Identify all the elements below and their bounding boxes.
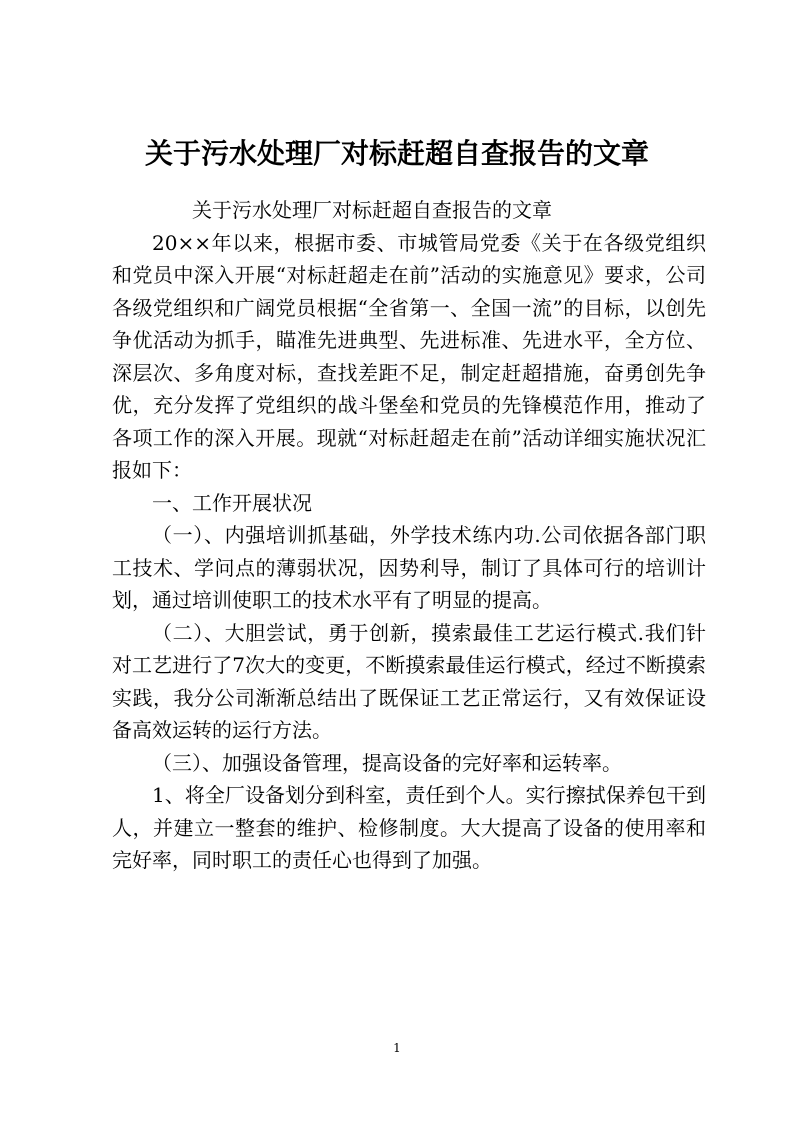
paragraph-training: （一）、内强培训抓基础，外学技术练内功.公司依据各部门职工技术、学问点的薄弱状况，因势利导，制订了具体可行的培训计划，通过培训使职工的技术水平有了明显的提高。 [112,523,706,612]
document-body [112,194,706,877]
paragraph-innovation: （二）、大胆尝试，勇于创新，摸索最佳工艺运行模式.我们针对工艺进行了7次大的变更，不断摸索最佳运行模式，经过不断摸索实践，我分公司渐渐总结出了既保证工艺正常运行，又有效保证设备高效运转的运行方法。 [112,620,706,742]
page-number: 1 [393,1041,401,1055]
document-subtitle: 关于污水处理厂对标赶超自查报告的文章 [192,198,552,222]
paragraph-intro: 20××年以来，根据市委、市城管局党委《关于在各级党组织和党员中深入开展“对标赶超走在前”活动的实施意见》要求，公司各级党组织和广阔党员根据“全省第一、全国一流”的目标，以创先争优活动为抓手，瞄准先进典型、先进标准、先进水平，全方位、深层次、多角度对标，查找差距不足，制定赶超措施，奋勇创先争优，充分发挥了党组织的战斗堡垒和党员的先锋模范作用，推动了各项工作的深入开展。现就“对标赶超走在前”活动详细实施状况汇报如下： [112,230,706,482]
document-title: 关于污水处理厂对标赶超自查报告的文章 [144,137,649,170]
paragraph-equipment-detail: 1、将全厂设备划分到科室，责任到个人。实行擦拭保养包干到人，并建立一整套的维护、检修制度。大大提高了设备的使用率和完好率，同时职工的责任心也得到了加强。 [112,783,706,872]
paragraph-equipment-heading: （三）、加强设备管理，提高设备的完好率和运转率。 [152,750,622,775]
section-heading: 一、工作开展状况 [152,490,312,515]
